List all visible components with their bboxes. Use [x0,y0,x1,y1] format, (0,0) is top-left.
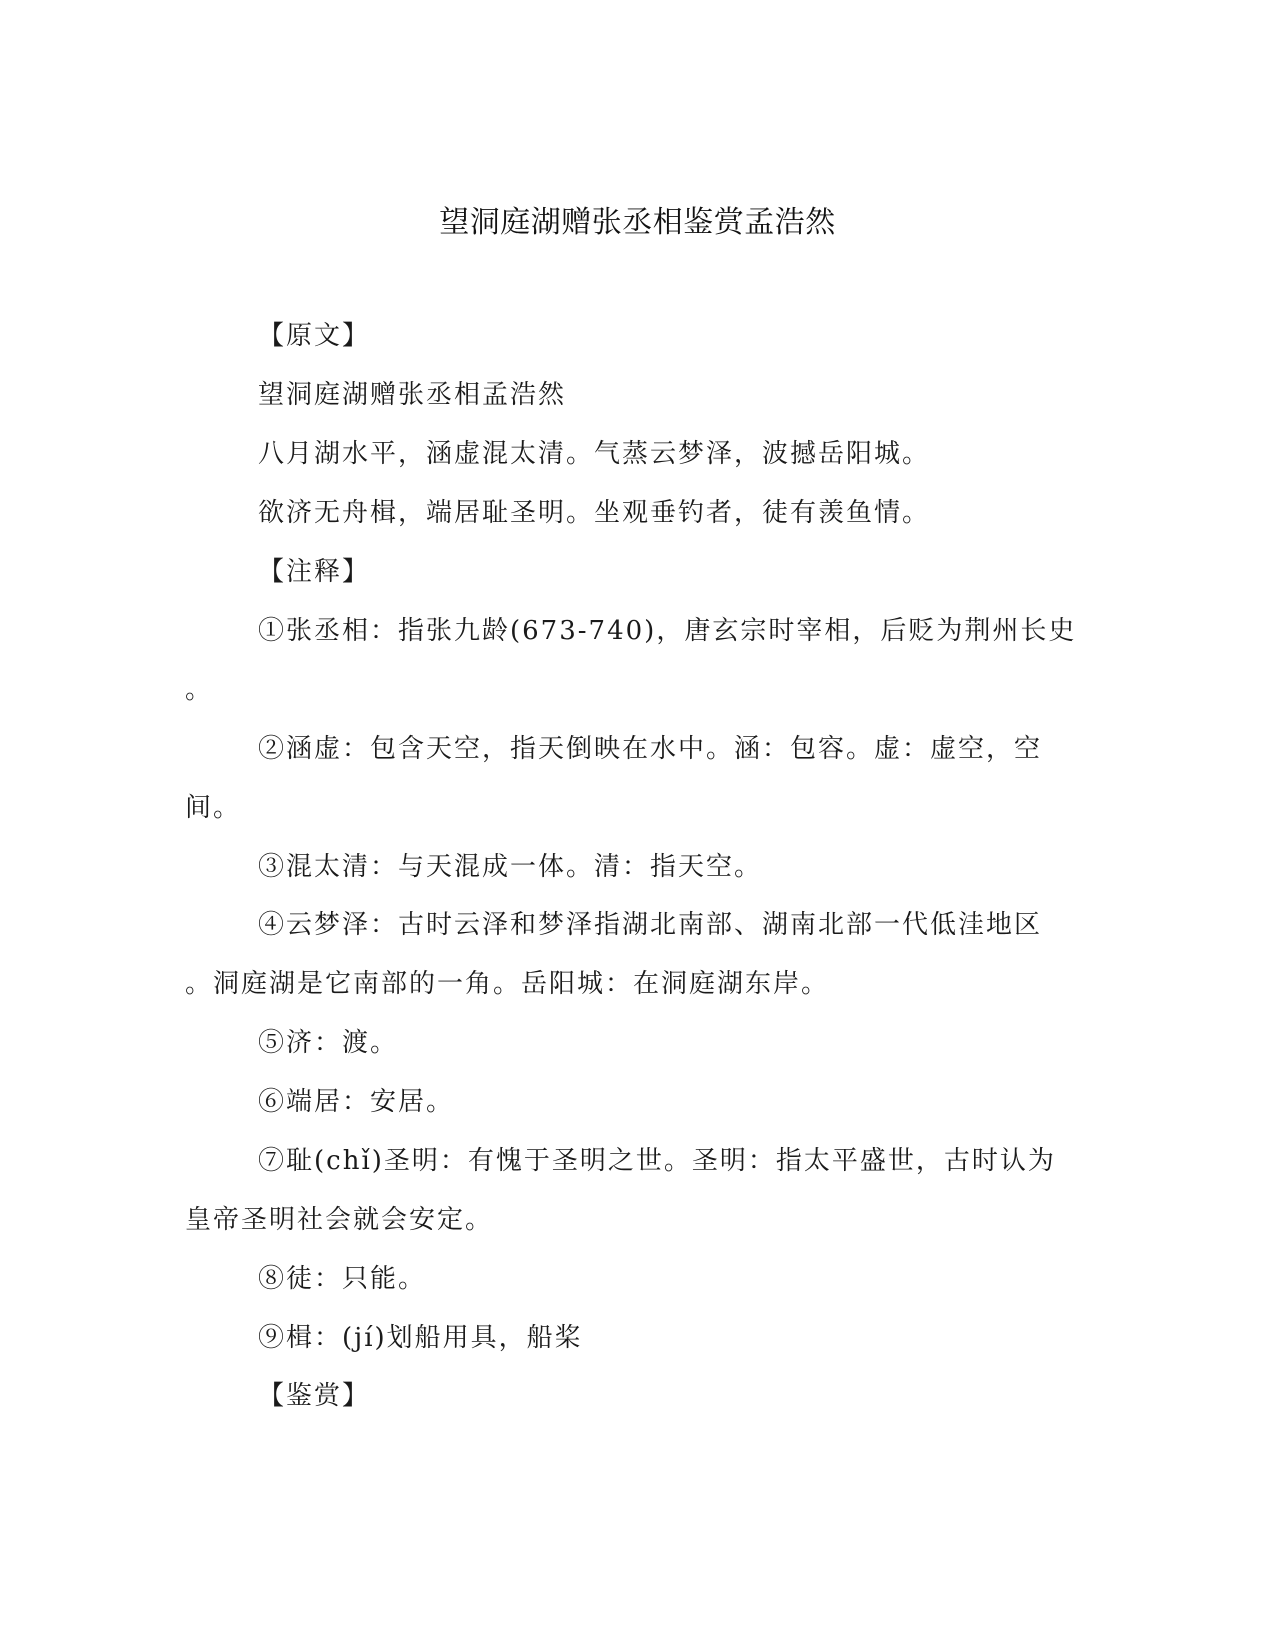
note-line-continued: 皇帝圣明社会就会安定。 [185,1205,494,1235]
note-line-continued: 。洞庭湖是它南部的一角。岳阳城：在洞庭湖东岸。 [185,969,830,999]
poem-line: 欲济无舟楫，端居耻圣明。坐观垂钓者，徒有羡鱼情。 [258,498,931,528]
section-heading-original: 【原文】 [258,321,371,351]
note-line: ⑥端居：安居。 [258,1087,455,1117]
note-line: ⑨楫：(jí)划船用具，船桨 [258,1323,583,1353]
note-line: ⑧徒：只能。 [258,1264,427,1294]
section-heading-notes: 【注释】 [258,557,371,587]
note-line-continued: 。 [185,675,214,705]
section-heading-appreciation: 【鉴赏】 [258,1381,371,1411]
note-line: ②涵虚：包含天空，指天倒映在水中。涵：包容。虚：虚空，空 [258,734,1043,764]
poem-line: 八月湖水平，涵虚混太清。气蒸云梦泽，波撼岳阳城。 [258,439,931,469]
note-line: ①张丞相：指张九龄(673-740)，唐玄宗时宰相，后贬为荆州长史 [258,616,1077,646]
note-line: ④云梦泽：古时云泽和梦泽指湖北南部、湖南北部一代低洼地区 [258,910,1043,940]
note-line: ⑦耻(chǐ)圣明：有愧于圣明之世。圣明：指太平盛世，古时认为 [258,1146,1056,1176]
poem-title: 望洞庭湖赠张丞相孟浩然 [258,380,567,410]
note-line: ⑤济：渡。 [258,1028,399,1058]
note-line: ③混太清：与天混成一体。清：指天空。 [258,852,763,882]
document-title: 望洞庭湖赠张丞相鉴赏孟浩然 [439,205,836,240]
note-line-continued: 间。 [185,793,242,823]
